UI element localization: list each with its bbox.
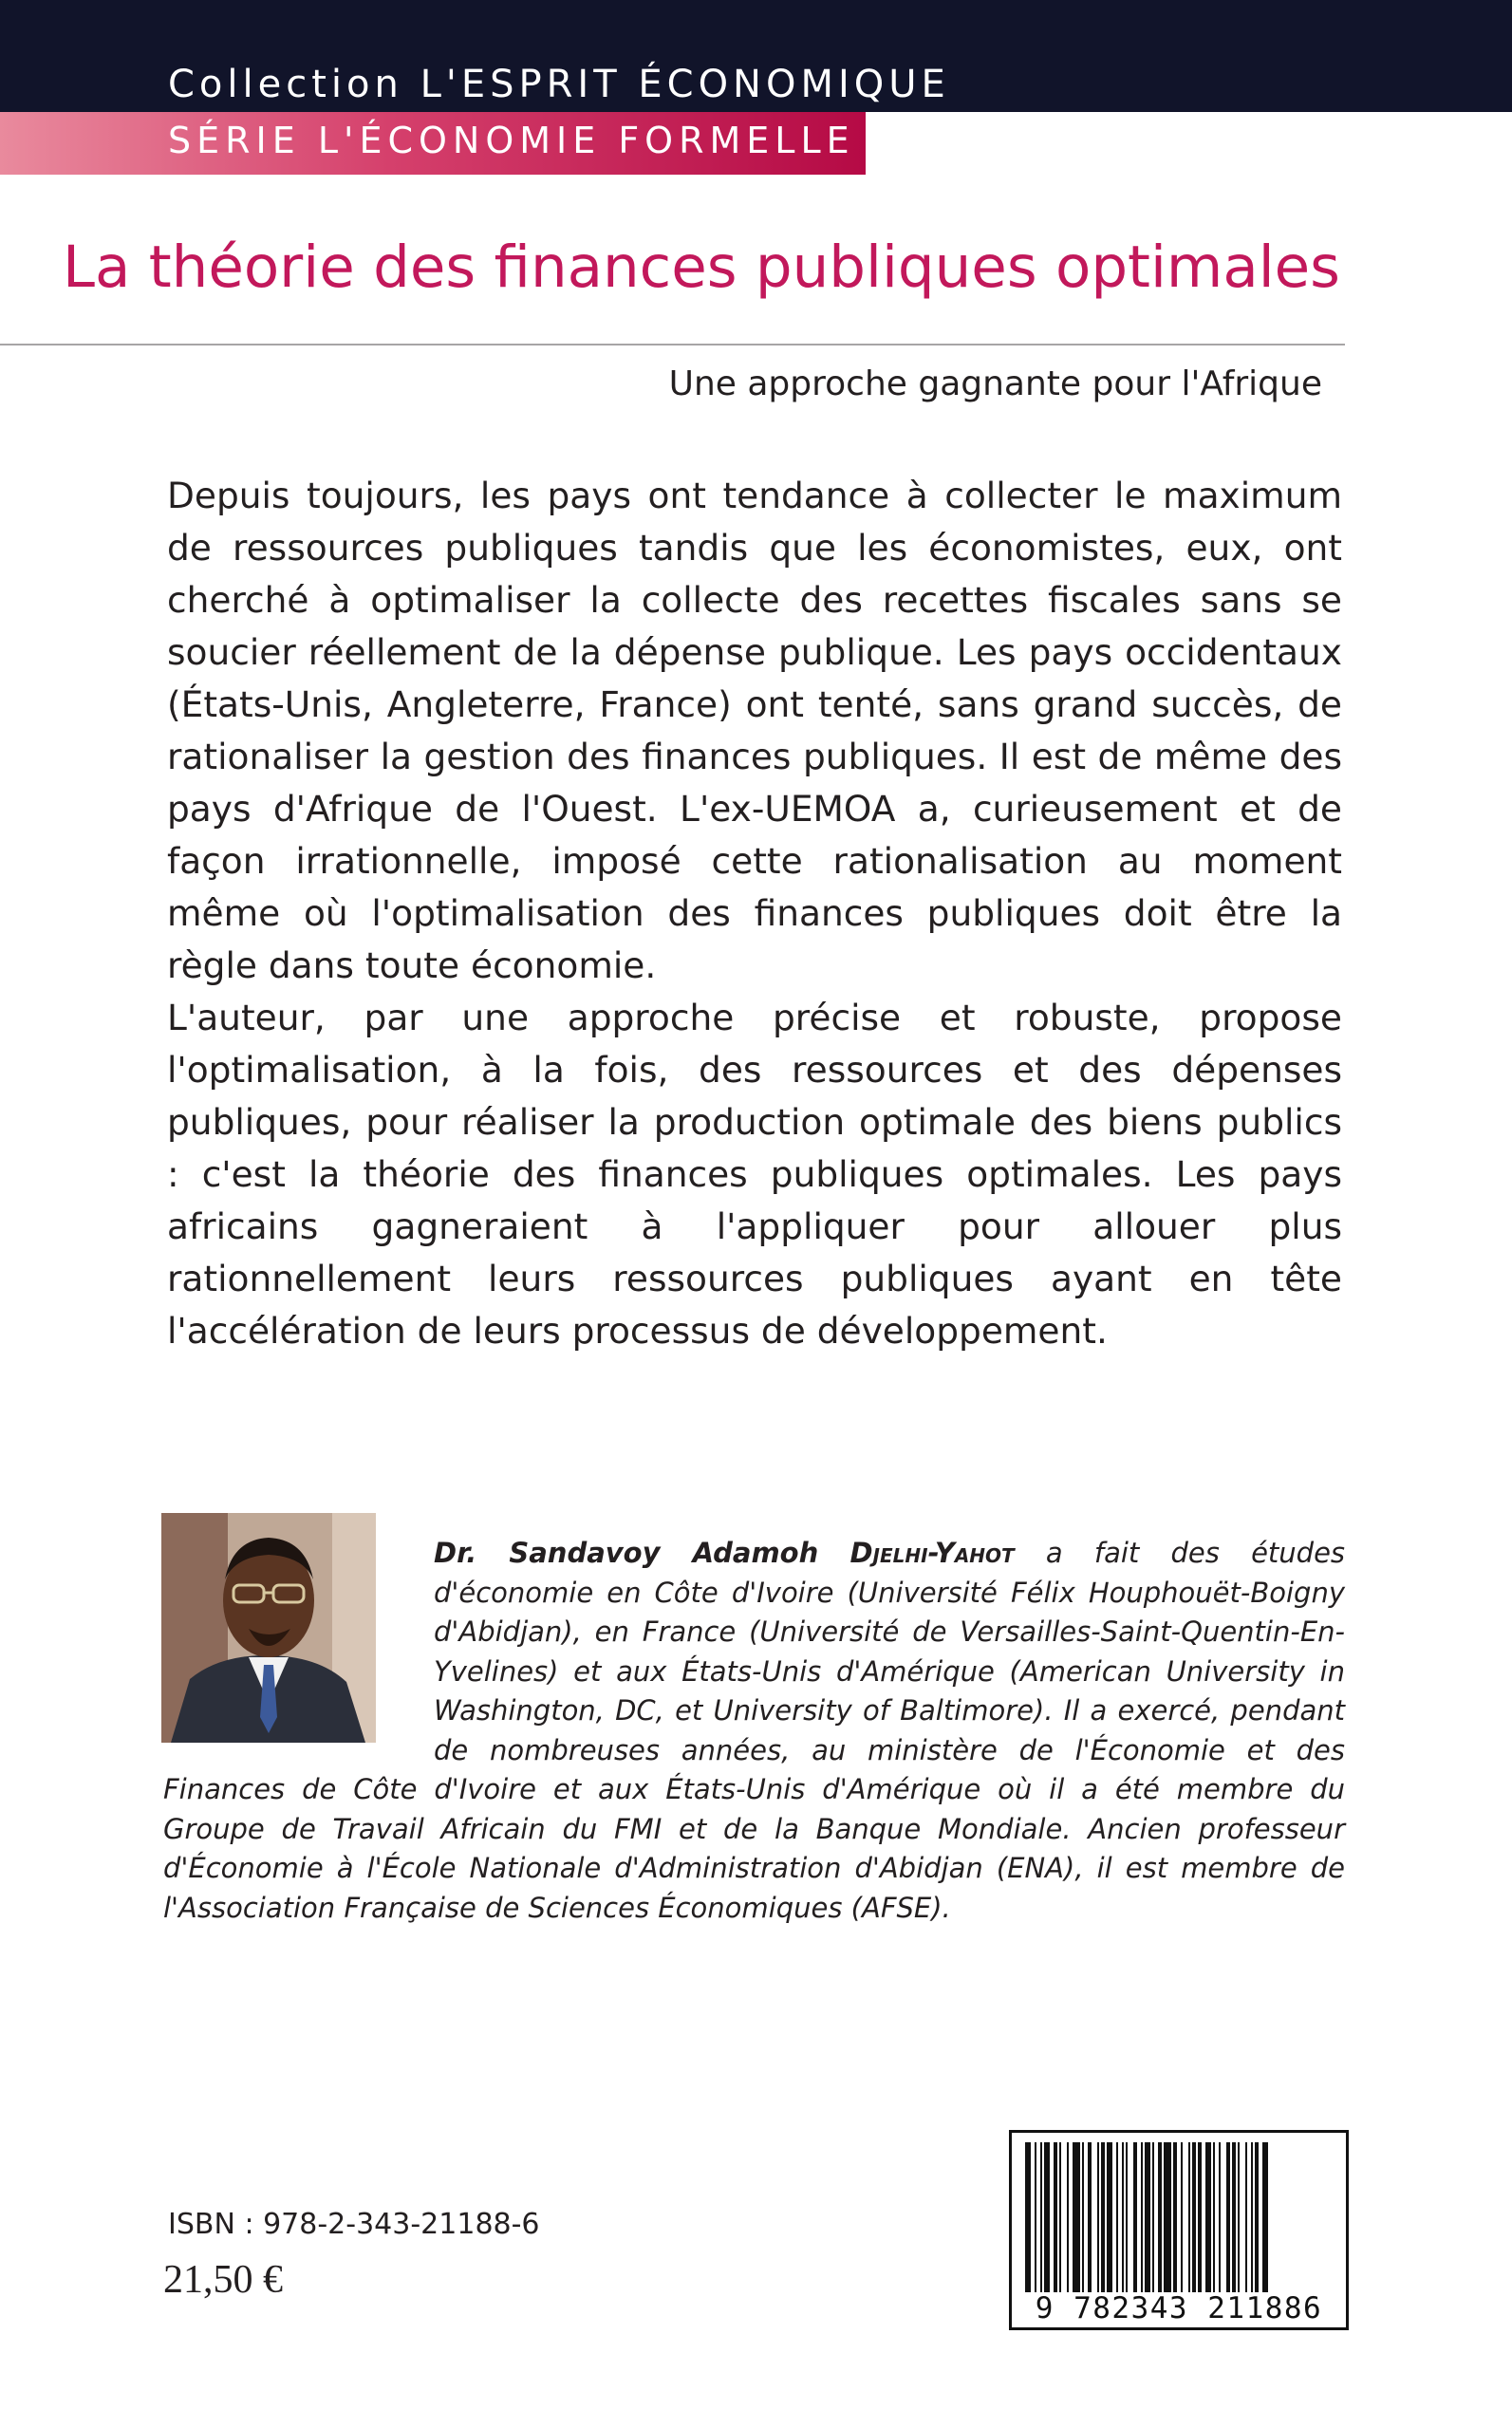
barcode-bar (1082, 2142, 1084, 2299)
barcode-bar (1116, 2142, 1118, 2299)
back-cover-blurb (167, 470, 1342, 1357)
barcode-bar (1025, 2142, 1031, 2299)
barcode-bar (1245, 2142, 1247, 2299)
barcode-bar (1141, 2142, 1143, 2299)
isbn: ISBN : 978-2-343-21188-6 (168, 2208, 540, 2241)
barcode-bar (1107, 2142, 1112, 2299)
barcode-bar (1213, 2142, 1215, 2299)
blurb-paragraph-1: Depuis toujours, les pays ont tendance à collecter le maximum de ressources publiques tandis que les économistes, eux, ont cherché à optimaliser la collecte des recettes fiscales sans se soucier réellement de la dépense publique. Les pays occidentaux (États-Unis, Angleterre, France) ont tenté, sans grand succès, de rationaliser la gestion des finances publiques. Il est de même des pays d'Afrique de l'Ouest. L'ex-UEMOA a, curieusement et de façon irrationnelle, imposé cette rationalisation au moment même où l'optimalisation des finances publiques doit être la règle dans toute économie. (167, 475, 1342, 986)
barcode-bar (1145, 2142, 1150, 2299)
barcode-bar (1054, 2142, 1057, 2299)
barcode-bar (1088, 2142, 1092, 2299)
barcode-bars-icon (1025, 2142, 1333, 2299)
barcode-bar (1067, 2142, 1069, 2299)
author-bio-text: a fait des études d'économie en Côte d'Ivoire (Université Félix Houphouët-Boigny d'Abidjan), en France (Université de Versailles-Saint-Quentin-En-Yvelines) et aux États-Unis d'Amérique (American University in Washington, DC, et University of Baltimore). Il a exercé, pendant de nombreuses années, au ministère de l'Économie et des Finances de Côte d'Ivoire et aux États-Unis d'Amérique où il a été membre du Groupe de Travail Africain du FMI et de la Banque Mondiale. Ancien professeur d'Économie à l'École Nationale d'Administration d'Abidjan (ENA), il est membre de l'Association Française de Sciences Économiques (AFSE). (163, 1537, 1346, 1924)
barcode-bar (1097, 2142, 1099, 2299)
barcode-bar (1173, 2142, 1177, 2299)
barcode-bar (1219, 2142, 1221, 2299)
barcode-bar (1255, 2142, 1259, 2299)
barcode-bar (1262, 2142, 1268, 2299)
author-name: Dr. Sandavoy Adamoh (434, 1537, 819, 1569)
barcode-bar (1205, 2142, 1211, 2299)
barcode-digits: 9 782343 211886 (1012, 2292, 1346, 2325)
barcode-bar (1122, 2142, 1124, 2299)
blurb-paragraph-2: L'auteur, par une approche précise et robuste, propose l'optimalisation, à la fois, des ressources et des dépenses publiques, pour réaliser la production optimale des biens publics : c'est la théorie des finances publiques optimales. Les pays africains gagneraient à l'appliquer pour allouer plus rationnellement leurs ressources publiques ayant en tête l'accélération de leurs processus de développement. (167, 997, 1342, 1352)
barcode-bar (1238, 2142, 1240, 2299)
barcode-bar (1181, 2142, 1183, 2299)
barcode-bar (1073, 2142, 1080, 2299)
isbn-barcode (1009, 2130, 1349, 2330)
barcode-bar (1126, 2142, 1128, 2299)
barcode-bar (1226, 2142, 1230, 2299)
barcode-bar (1251, 2142, 1253, 2299)
author-biography (163, 1534, 1345, 1928)
barcode-bar (1198, 2142, 1202, 2299)
book-subtitle: Une approche gagnante pour l'Afrique (668, 364, 1322, 403)
collection-label: Collection L'ESPRIT ÉCONOMIQUE (168, 63, 950, 106)
barcode-bar (1044, 2142, 1050, 2299)
series-label: SÉRIE L'ÉCONOMIE FORMELLE (168, 120, 855, 161)
barcode-bar (1232, 2142, 1236, 2299)
title-divider (0, 344, 1345, 345)
barcode-bar (1101, 2142, 1105, 2299)
barcode-bar (1059, 2142, 1061, 2299)
barcode-bar (1040, 2142, 1042, 2299)
author-surname: Djelhi-Yahot (849, 1537, 1015, 1569)
book-title: La théorie des finances publiques optimales (63, 233, 1340, 301)
photo-wrap-space (163, 1534, 434, 1735)
barcode-bar (1035, 2142, 1036, 2299)
price: 21,50 € (163, 2258, 283, 2302)
barcode-bar (1133, 2142, 1137, 2299)
barcode-bar (1158, 2142, 1162, 2299)
barcode-bar (1164, 2142, 1171, 2299)
barcode-bar (1188, 2142, 1190, 2299)
barcode-bar (1152, 2142, 1154, 2299)
barcode-bar (1192, 2142, 1196, 2299)
